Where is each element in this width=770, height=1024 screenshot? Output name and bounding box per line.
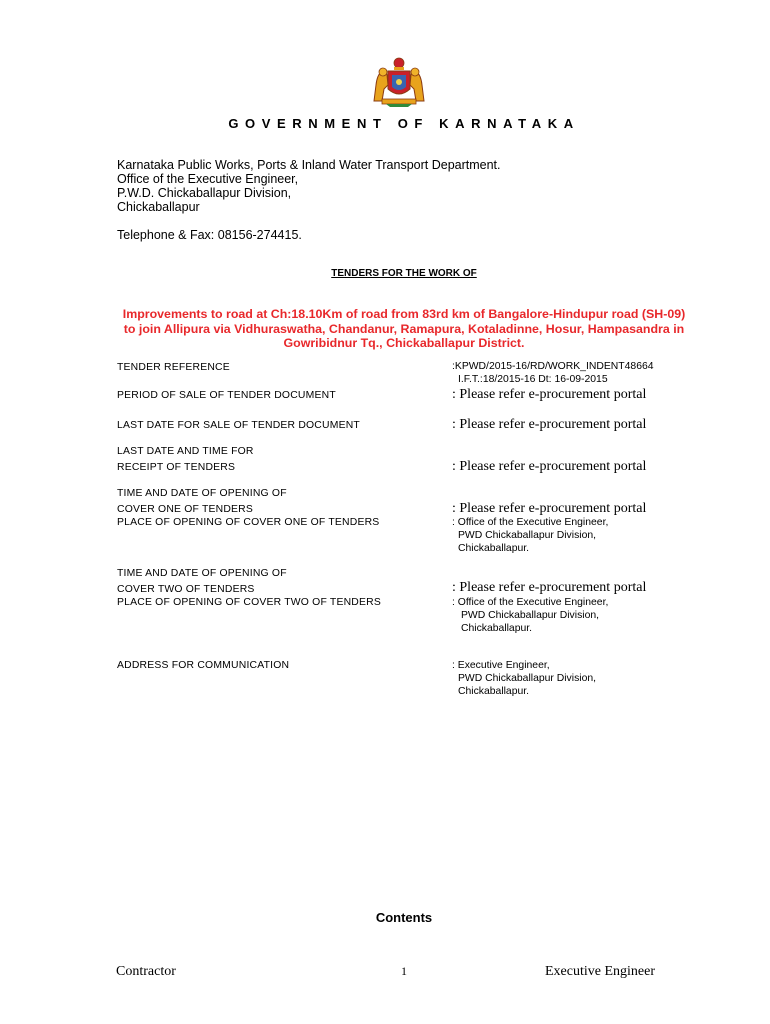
cover-one-value: : Please refer e-procurement portal bbox=[452, 501, 647, 516]
receipt-label-1: LAST DATE AND TIME FOR bbox=[117, 446, 254, 457]
government-title: GOVERNMENT OF KARNATAKA bbox=[228, 116, 580, 131]
karnataka-emblem-icon bbox=[368, 55, 430, 107]
work-title: Improvements to road at Ch:18.10Km of road from 83rd km of Bangalore-Hindupur road (SH-09) to join Allipura via Vidhuraswatha, Chandanur, Ramapura, Kotaladinne, Hosur, Hampasandra in Gowribidnur Tq., Chickaballapur District. bbox=[122, 307, 686, 350]
receipt-value: : Please refer e-procurement portal bbox=[452, 459, 647, 474]
receipt-label-2: RECEIPT OF TENDERS bbox=[117, 462, 236, 473]
division-line: P.W.D. Chickaballapur Division, bbox=[117, 186, 292, 200]
communication-label: ADDRESS FOR COMMUNICATION bbox=[117, 660, 290, 671]
communication-line-2: PWD Chickaballapur Division, bbox=[458, 673, 597, 684]
cover-one-place-line-3: Chickaballapur. bbox=[458, 543, 530, 554]
footer-executive-engineer: Executive Engineer bbox=[545, 964, 656, 979]
cover-two-value: : Please refer e-procurement portal bbox=[452, 580, 647, 595]
tender-reference-label: TENDER REFERENCE bbox=[117, 362, 230, 373]
department-line: Karnataka Public Works, Ports & Inland Water Transport Department. bbox=[117, 158, 501, 172]
phone-line: Telephone & Fax: 08156-274415. bbox=[117, 228, 302, 242]
cover-one-place-label: PLACE OF OPENING OF COVER ONE OF TENDERS bbox=[117, 517, 380, 528]
communication-line-1: : Executive Engineer, bbox=[452, 660, 550, 671]
cover-one-place-line-1: : Office of the Executive Engineer, bbox=[452, 517, 609, 528]
last-sale-label: LAST DATE FOR SALE OF TENDER DOCUMENT bbox=[117, 420, 360, 431]
sale-period-value: : Please refer e-procurement portal bbox=[452, 387, 647, 402]
footer-contractor: Contractor bbox=[116, 964, 176, 979]
cover-two-place-line-1: : Office of the Executive Engineer, bbox=[452, 597, 609, 608]
cover-two-place-line-2: PWD Chickaballapur Division, bbox=[461, 610, 600, 621]
page-number: 1 bbox=[401, 964, 407, 978]
contents-heading: Contents bbox=[375, 910, 433, 925]
cover-two-label-1: TIME AND DATE OF OPENING OF bbox=[117, 568, 287, 579]
communication-line-3: Chickaballapur. bbox=[458, 686, 530, 697]
cover-one-label-1: TIME AND DATE OF OPENING OF bbox=[117, 488, 287, 499]
cover-one-label-2: COVER ONE OF TENDERS bbox=[117, 504, 254, 515]
cover-two-label-2: COVER TWO OF TENDERS bbox=[117, 584, 255, 595]
tender-reference-value: :KPWD/2015-16/RD/WORK_INDENT48664 bbox=[452, 361, 654, 372]
cover-one-place-line-2: PWD Chickaballapur Division, bbox=[458, 530, 597, 541]
last-sale-value: : Please refer e-procurement portal bbox=[452, 417, 647, 432]
cover-two-place-line-3: Chickaballapur. bbox=[461, 623, 533, 634]
city-line: Chickaballapur bbox=[117, 200, 200, 214]
sale-period-label: PERIOD OF SALE OF TENDER DOCUMENT bbox=[117, 390, 336, 401]
office-line: Office of the Executive Engineer, bbox=[117, 172, 299, 186]
cover-two-place-label: PLACE OF OPENING OF COVER TWO OF TENDERS bbox=[117, 597, 381, 608]
tender-reference-ift: I.F.T.:18/2015-16 Dt: 16-09-2015 bbox=[458, 374, 608, 385]
tender-heading: TENDERS FOR THE WORK OF bbox=[331, 268, 477, 279]
